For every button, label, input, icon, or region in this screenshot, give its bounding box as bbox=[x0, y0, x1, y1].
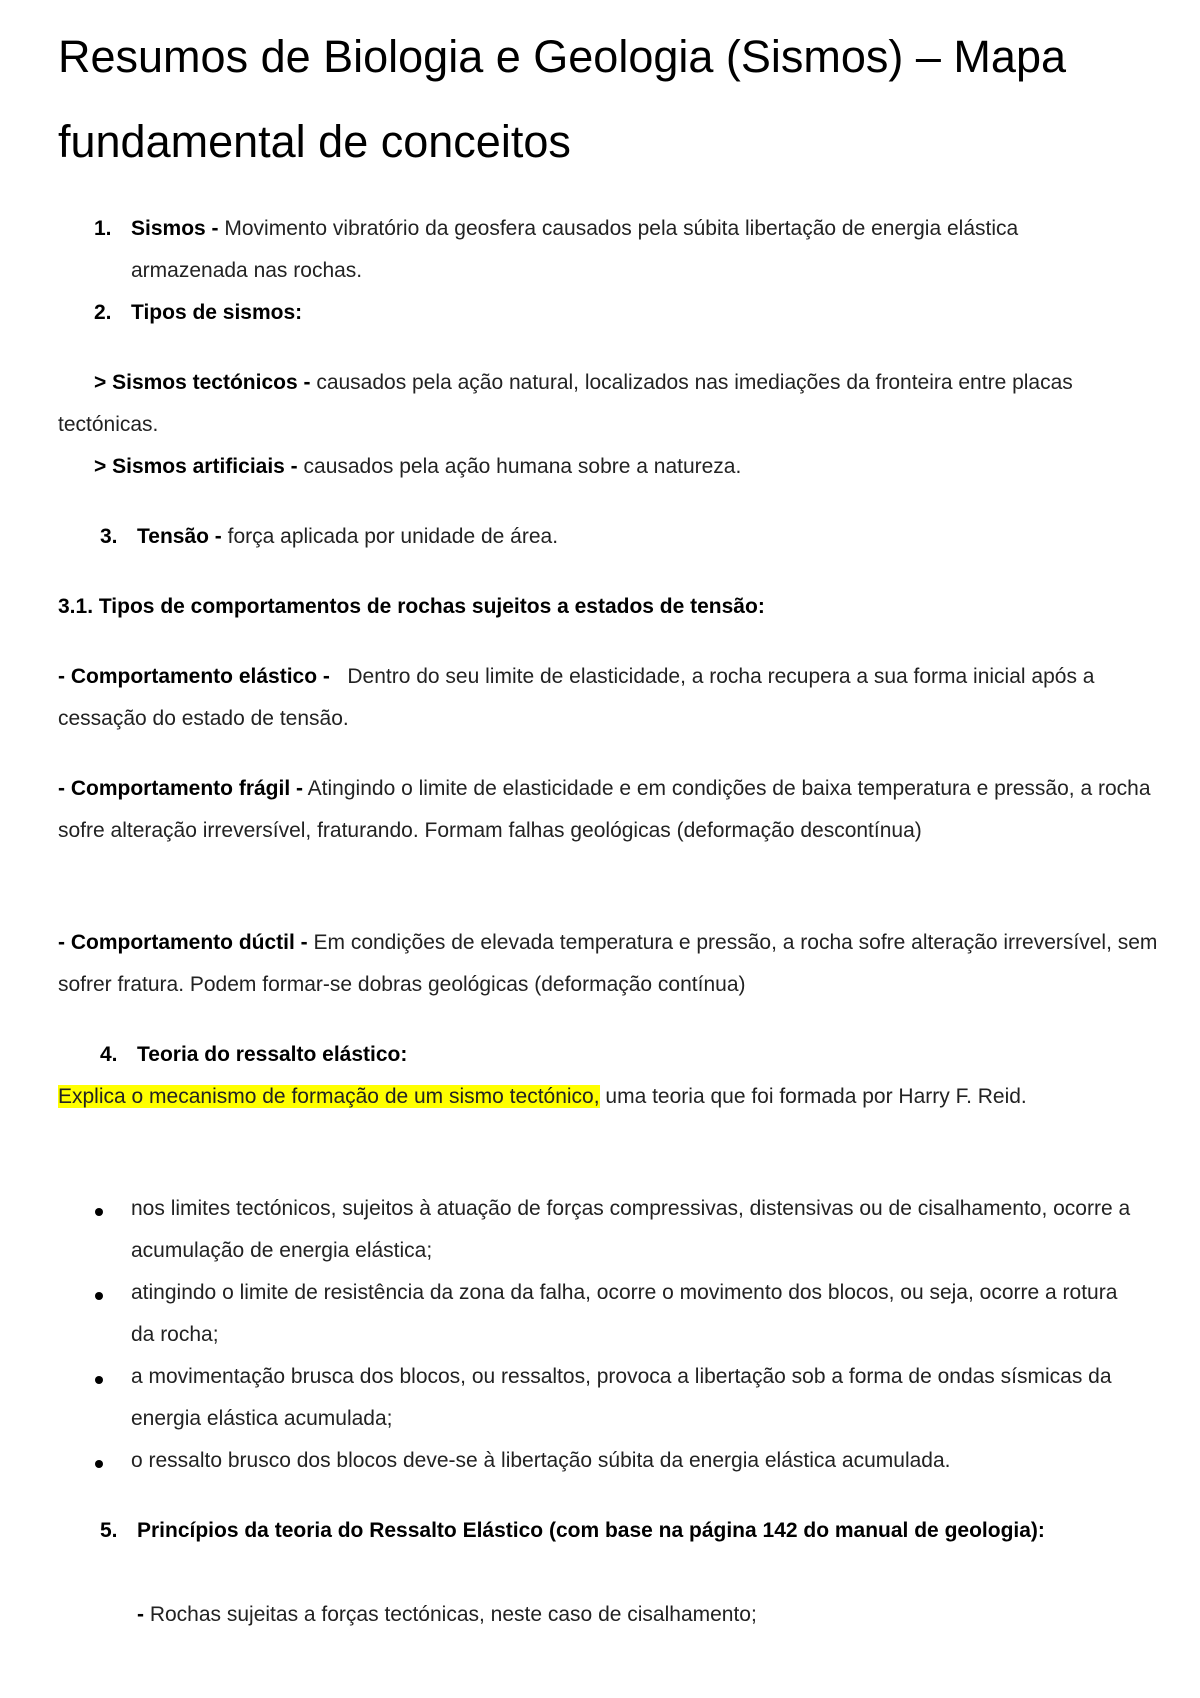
document-title: Resumos de Biologia e Geologia (Sismos) – Mapa fundamental de conceitos bbox=[58, 31, 1066, 167]
highlighted-text: Explica o mecanismo de formação de um sismo tectónico, bbox=[58, 1085, 600, 1108]
fragile-behaviour-paragraph bbox=[58, 768, 1158, 852]
item-5-heading-text: Princípios da teoria do Ressalto Elástico (com base na página 142 do manual de geologia): bbox=[137, 1519, 1045, 1542]
item-4-heading bbox=[137, 1034, 1137, 1076]
ductile-term: - Comportamento dúctil - bbox=[58, 931, 308, 954]
elastic-term: - Comportamento elástico - bbox=[58, 665, 330, 688]
bullet-icon bbox=[95, 1292, 103, 1300]
artificial-earthquake-paragraph bbox=[94, 446, 1144, 488]
item-4-heading-text: Teoria do ressalto elástico: bbox=[137, 1043, 408, 1066]
item-5-number: 5. bbox=[100, 1519, 118, 1542]
fragile-term: - Comportamento frágil - bbox=[58, 777, 303, 800]
item-3-term: Tensão - bbox=[137, 525, 222, 548]
item-4-number: 4. bbox=[100, 1043, 118, 1066]
list-item: atingindo o limite de resistência da zona da falha, ocorre o movimento dos blocos, ou seja, ocorre a rotura da rocha; bbox=[131, 1281, 1118, 1346]
item-5-dash: - bbox=[137, 1603, 144, 1626]
list-item: o ressalto brusco dos blocos deve-se à libertação súbita da energia elástica acumulada. bbox=[131, 1449, 951, 1472]
elastic-rebound-intro bbox=[58, 1076, 1138, 1118]
elastic-text: Dentro do seu limite de elasticidade, a rocha recupera a sua forma inicial após a cessação do estado de tensão. bbox=[58, 665, 1101, 730]
item-5-heading bbox=[137, 1510, 1097, 1552]
item-3-number: 3. bbox=[100, 525, 118, 548]
artificial-text: causados pela ação humana sobre a natureza. bbox=[297, 455, 742, 478]
ductile-text: Em condições de elevada temperatura e pressão, a rocha sofre alteração irreversível, sem sofrer fratura. Podem formar-se dobras geológicas (deformação contínua) bbox=[58, 931, 1158, 996]
item-3-tensao bbox=[137, 516, 1137, 558]
tectonic-term: > Sismos tectónicos - bbox=[94, 371, 311, 394]
elastic-behaviour-paragraph bbox=[58, 656, 1158, 740]
artificial-term: > Sismos artificiais - bbox=[94, 455, 298, 478]
bullet-icon bbox=[95, 1208, 103, 1216]
bullet-icon bbox=[95, 1376, 103, 1384]
fragile-text: Atingindo o limite de elasticidade e em condições de baixa temperatura e pressão, a rocha sofre alteração irreversível, fraturando. Formam falhas geológicas (deformação descontínua) bbox=[58, 777, 1151, 842]
list-item: a movimentação brusca dos blocos, ou ressaltos, provoca a libertação sob a forma de ondas sísmicas da energia elástica acumulada; bbox=[131, 1365, 1112, 1430]
item-5-principle bbox=[137, 1594, 1137, 1636]
section-3-1-heading-text: 3.1. Tipos de comportamentos de rochas sujeitos a estados de tensão: bbox=[58, 595, 765, 618]
item-2-heading bbox=[131, 292, 1131, 334]
item-1-sismos bbox=[131, 208, 1131, 292]
item-2-number: 2. bbox=[94, 301, 112, 324]
tectonic-earthquake-paragraph bbox=[58, 362, 1148, 446]
bullet-icon bbox=[95, 1460, 103, 1468]
list-item: nos limites tectónicos, sujeitos à atuação de forças compressivas, distensivas ou de cisalhamento, ocorre a acumulação de energia elástica; bbox=[131, 1197, 1131, 1262]
item-1-text: Movimento vibratório da geosfera causados pela súbita libertação de energia elástica armazenada nas rochas. bbox=[131, 217, 1019, 282]
item-1-number: 1. bbox=[94, 217, 112, 240]
item-5-text: Rochas sujeitas a forças tectónicas, neste caso de cisalhamento; bbox=[144, 1603, 757, 1626]
item-1-term: Sismos - bbox=[131, 217, 219, 240]
item-2-heading-text: Tipos de sismos: bbox=[131, 301, 303, 324]
item-3-text: força aplicada por unidade de área. bbox=[221, 525, 559, 548]
section-3-1-heading bbox=[58, 586, 1158, 628]
ductile-behaviour-paragraph bbox=[58, 922, 1158, 1006]
elastic-rebound-intro-text: uma teoria que foi formada por Harry F. Reid. bbox=[599, 1085, 1027, 1108]
tectonic-text: causados pela ação natural, localizados nas imediações da fronteira entre placas tectónicas. bbox=[58, 371, 1073, 436]
